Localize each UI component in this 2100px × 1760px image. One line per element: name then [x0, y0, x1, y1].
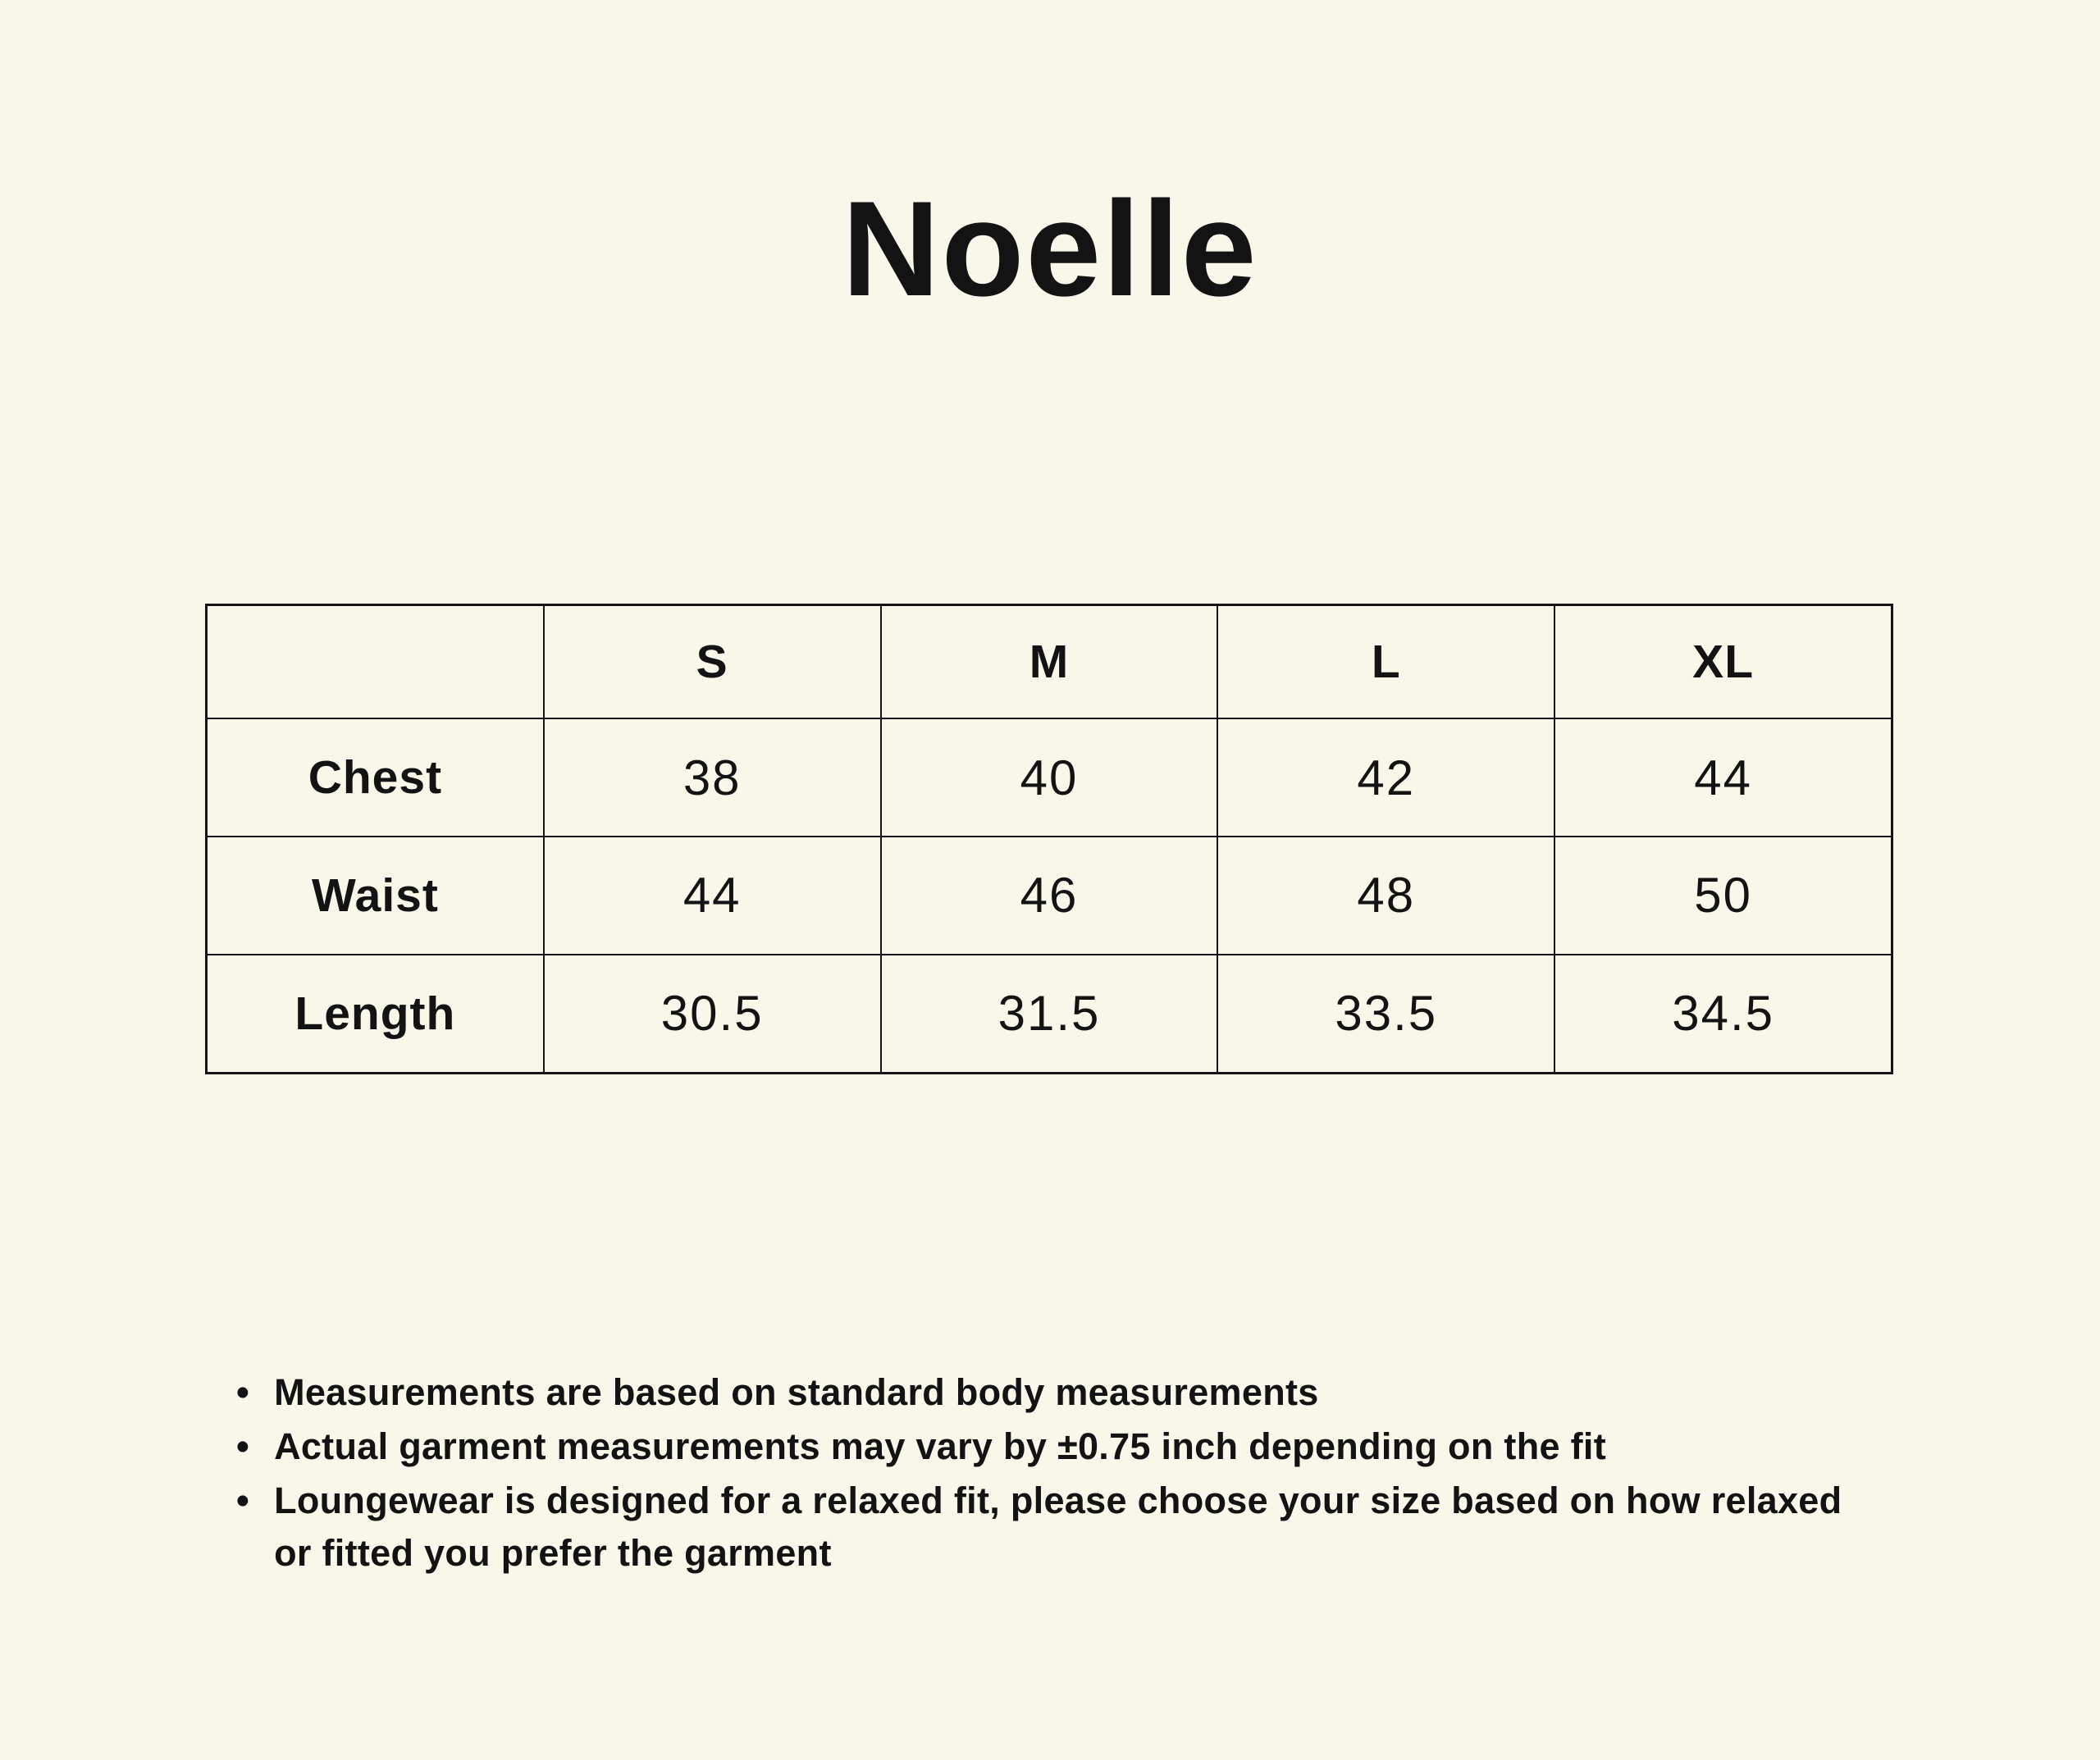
cell-waist-m: 46: [881, 837, 1218, 955]
cell-chest-l: 42: [1217, 718, 1554, 837]
bullet-icon: •: [236, 1371, 250, 1413]
row-label-waist: Waist: [207, 837, 544, 955]
list-item: [236, 1475, 1873, 1580]
list-item: [236, 1420, 1873, 1473]
corner-cell: [207, 605, 544, 719]
cell-chest-xl: 44: [1554, 718, 1892, 837]
header-row: [207, 605, 1892, 719]
row-label-chest: Chest: [207, 718, 544, 837]
column-header-l: L: [1217, 605, 1554, 719]
cell-length-m: 31.5: [881, 955, 1218, 1074]
page-title: Noelle: [842, 173, 1258, 324]
cell-chest-s: 38: [544, 718, 881, 837]
cell-chest-m: 40: [881, 718, 1218, 837]
cell-length-s: 30.5: [544, 955, 881, 1074]
column-header-s: S: [544, 605, 881, 719]
notes-list: [236, 1366, 1873, 1581]
table-row-waist: [207, 837, 1892, 955]
bullet-icon: •: [236, 1480, 250, 1521]
column-header-xl: XL: [1554, 605, 1892, 719]
cell-length-l: 33.5: [1217, 955, 1554, 1074]
table-row-length: [207, 955, 1892, 1074]
note-text: Measurements are based on standard body measurements: [274, 1371, 1319, 1413]
note-text: Actual garment measurements may vary by ±0.75 inch depending on the fit: [274, 1425, 1607, 1467]
cell-waist-xl: 50: [1554, 837, 1892, 955]
column-header-m: M: [881, 605, 1218, 719]
list-item: [236, 1366, 1873, 1419]
bullet-icon: •: [236, 1425, 250, 1467]
cell-waist-l: 48: [1217, 837, 1554, 955]
size-chart-table: [205, 604, 1893, 1074]
table-row-chest: [207, 718, 1892, 837]
cell-length-xl: 34.5: [1554, 955, 1892, 1074]
row-label-length: Length: [207, 955, 544, 1074]
note-text: Loungewear is designed for a relaxed fit, please choose your size based on how relaxed or fitted you prefer the garment: [274, 1480, 1842, 1574]
cell-waist-s: 44: [544, 837, 881, 955]
